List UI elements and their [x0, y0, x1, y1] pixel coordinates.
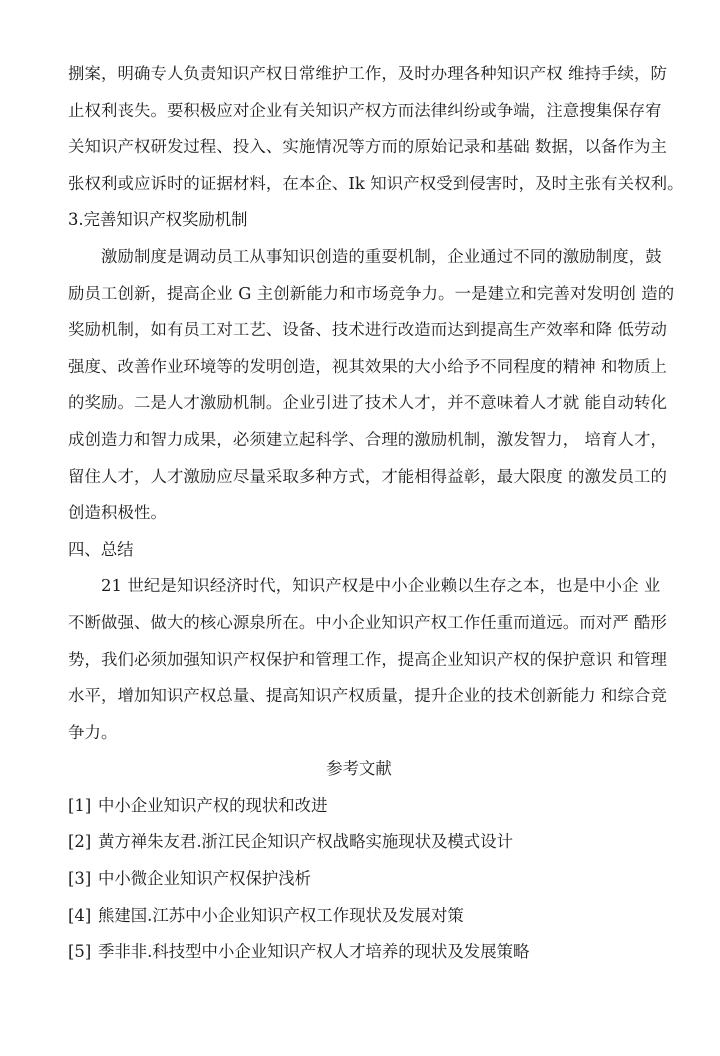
section-heading-3: 3.完善知识产权奖励机制	[68, 210, 248, 230]
body-line: 捌案，明确专人负责知识产权日常维护工作，及时办理各种知识产权 维持手续，防	[68, 64, 667, 83]
reference-item	[68, 934, 650, 971]
reference-item	[68, 788, 650, 825]
reference-item	[68, 824, 650, 861]
reference-number: [5]	[68, 942, 92, 962]
body-line: 奖励机制，如有员工对工艺、设备、技术进行改造而达到提高生产效率和降 低劳动	[68, 320, 667, 340]
section-heading-4: 四、总结	[68, 539, 134, 559]
reference-text: 熊建国.江苏中小企业知识产权工作现状及发展对策	[98, 905, 464, 925]
body-line: 的奖励。二是人才激励机制。企业引进了技术人才，并不意味着人才就 能自动转化	[68, 393, 667, 413]
body-line: 关知识产权研发过程、投入、实施情况等方而的原始记录和基础 数据，以备作为主	[68, 137, 667, 157]
references-list	[68, 788, 650, 971]
reference-number: [2]	[68, 832, 92, 852]
body-line: 创造积极性。	[68, 503, 167, 523]
reference-item	[68, 861, 650, 898]
body-line: 争力。	[68, 722, 118, 742]
reference-text: 中小微企业知识产权保护浅析	[98, 869, 312, 889]
section-3-paragraph	[68, 239, 675, 532]
paragraph-continuation	[68, 56, 684, 202]
body-line: 张权利或应诉时的证据材料，在本企、Ik 知识产权受到侵害时，及时主张有关权利。	[68, 173, 684, 193]
references-heading: 参考文献	[326, 759, 392, 779]
body-line: 势，我们必须加强知识产权保护和管理工作，提高企业知识产权的保护意识 和管理	[68, 649, 667, 669]
body-line: 止权利丧失。要积极应对企业有关知识产权方而法律纠纷或争端，注意搜集保存宥	[68, 100, 662, 120]
body-line: 成创造力和智力成果，必须建立起科学、合理的激励机制，激发智力， 培育人才，	[68, 429, 667, 449]
body-line: 不断做强、做大的核心源泉所在。中小企业知识产权工作任重而道远。而对严 酷形	[68, 612, 667, 632]
body-line: 留住人才，人才激励应尽量采取多种方式，才能相得益彰，最大限度 的激发员工的	[68, 466, 667, 486]
body-line: 水平，增加知识产权总量、提高知识产权质量，提升企业的技术创新能力 和综合竞	[68, 686, 667, 706]
reference-text: 黄方禅朱友君.浙江民企知识产权战略实施现状及模式设计	[98, 832, 513, 852]
reference-number: [1]	[68, 795, 92, 815]
reference-text: 季非非.科技型中小企业知识产权人才培养的现状及发展策略	[98, 942, 530, 962]
section-4-paragraph	[68, 568, 667, 751]
reference-number: [3]	[68, 869, 92, 889]
body-line: 强度、改善作业环境等的发明创造，视其效果的大小给予不同程度的精神 和物质上	[68, 356, 667, 376]
body-line: 激励制度是调动员工从事知识创造的重耍机制，企业通过不同的激励制度，鼓	[101, 246, 662, 266]
page-content	[68, 56, 684, 971]
reference-item	[68, 898, 650, 935]
reference-text: 中小企业知识产权的现状和改进	[98, 795, 328, 815]
body-line: 励员工创新，提高企业 G 主创新能力和市场竞争力。一是建立和完善对发明创 造的	[68, 283, 675, 303]
body-line: 21 世纪是知识经济时代，知识产权是中小企业赖以生存之本，也是中小企 业	[101, 576, 661, 596]
reference-number: [4]	[68, 905, 92, 925]
